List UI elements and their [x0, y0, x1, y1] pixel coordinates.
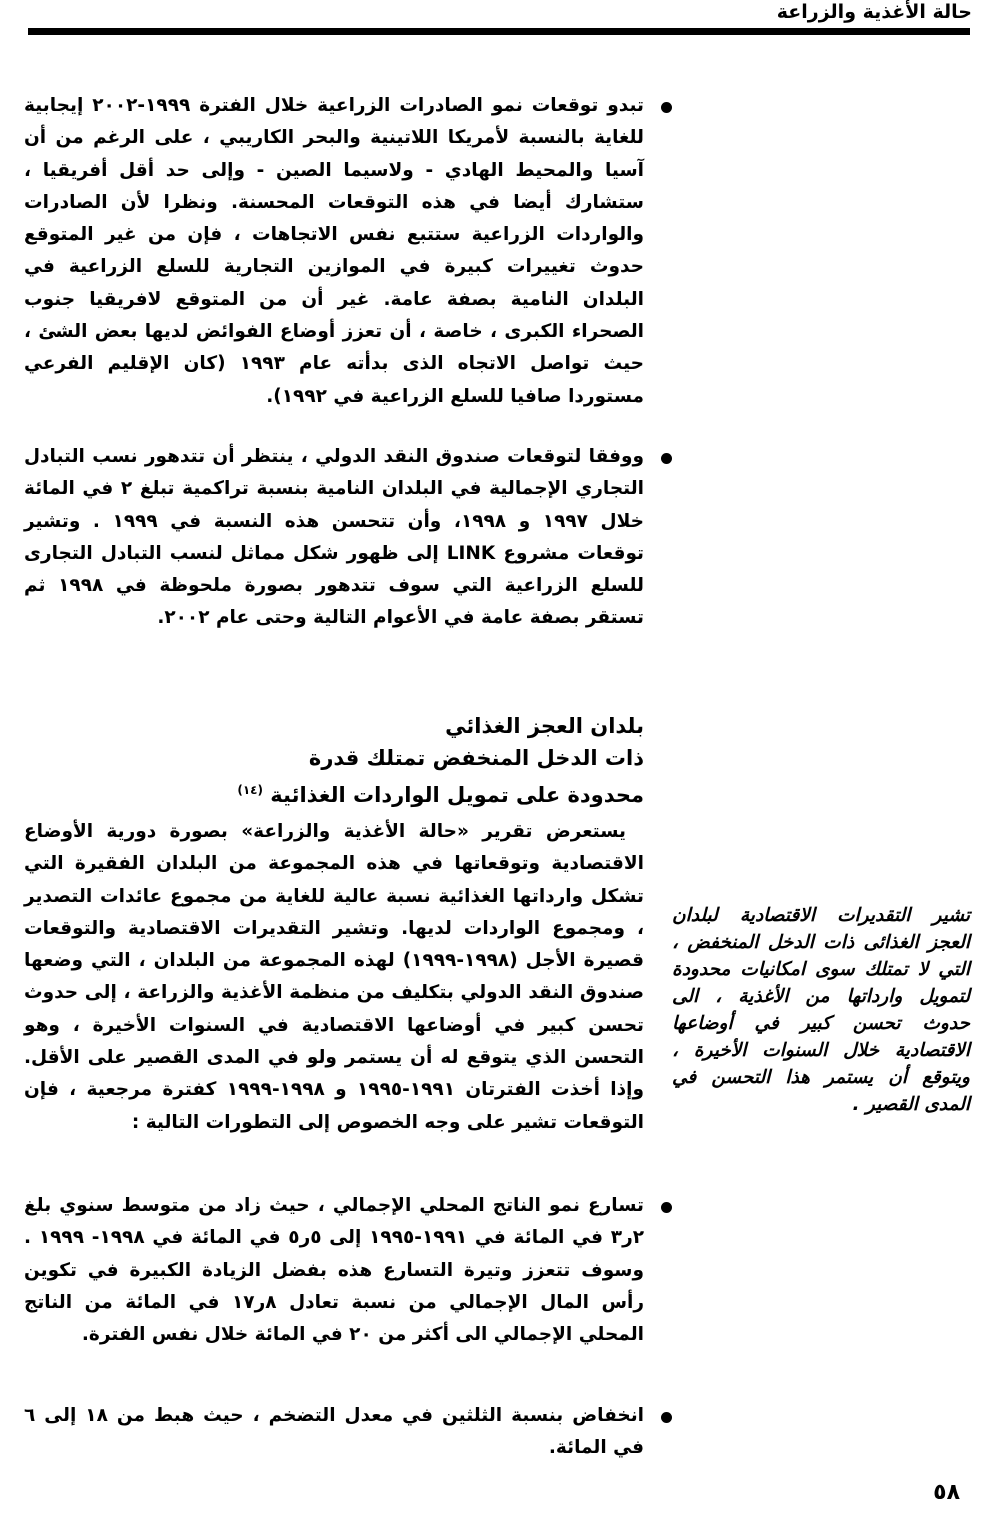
margin-note: تشير التقديرات الاقتصادية لبلدان العجز الغذائى ذات الدخل المنخفض ، التي لا تمتلك سوى امكانيات محدودة لتمويل وارداتها من الأغذية ، الى حدوث تحسن كبير في أوضاعها الاقتصادية خلال السنوات الأخيرة ، ويتوقع أن يستمر هذا التحسن في المدى القصير .: [672, 905, 970, 1115]
running-title: حالة الأغذية والزراعة: [776, 1, 972, 23]
bullet-list-top: [24, 90, 644, 413]
bullet-icon: [661, 1202, 672, 1213]
bullet-list-bottom-2: [24, 1400, 644, 1465]
list-item: [24, 441, 644, 635]
list-item: [24, 1190, 644, 1351]
footnote-ref[interactable]: (١٤): [237, 783, 263, 797]
bullet-text: انخفاض بنسبة الثلثين في معدل التضخم ، حيث هبط من ١٨ إلى ٦ في المائة.: [24, 1405, 644, 1459]
bullet-list-bottom: [24, 1190, 644, 1351]
heading-line-3: محدودة على تمويل الواردات الغذائية: [270, 783, 644, 807]
bullet-text: ووفقا لتوقعات صندوق النقد الدولي ، ينتظر أن تتدهور نسب التبادل التجاري الإجمالية في البلدان النامية بنسبة تراكمية تبلغ ٢ في المائة خلال ١٩٩٧ و ١٩٩٨، وأن تتحسن هذه النسبة في ١٩٩٩ . وتشير توقعات مشروع LINK إلى ظهور شكل مماثل لنسب التبادل التجارى للسلع الزراعية التي سوف تتدهور بصورة ملحوظة في ١٩٩٨ ثم تستقر بصفة عامة في الأعوام التالية وحتى عام ٢٠٠٢.: [24, 446, 645, 629]
bullet-icon: [661, 1412, 672, 1423]
section-heading: [24, 710, 644, 811]
bullet-icon: [661, 102, 672, 113]
page-number: ٥٨: [933, 1480, 960, 1505]
body-paragraph: يستعرض تقرير «حالة الأغذية والزراعة» بصورة دورية الأوضاع الاقتصادية وتوقعاتها في هذه المجموعة من البلدان الفقيرة التي تشكل وارداتها الغذائية نسبة عالية للغاية من مجموع عائدات التصدير ، ومجموع الواردات لديها. وتشير التقديرات الاقتصادية والتوقعات قصيرة الأجل (١٩٩٨-١٩٩٩) لهذه المجموعة من البلدان ، التي وضعها صندوق النقد الدولي بتكليف من منظمة الأغذية والزراعة ، إلى حدوث تحسن كبير في أوضاعها الاقتصادية في السنوات الأخيرة ، وهو التحسن الذي يتوقع له أن يستمر ولو في المدى القصير على الأقل. وإذا أخذت الفترتان ١٩٩١-١٩٩٥ و ١٩٩٨-١٩٩٩ كفترة مرجعية ، فإن التوقعات تشير على وجه الخصوص إلى التطورات التالية :: [24, 821, 644, 1133]
heading-line-2: ذات الدخل المنخفض تمتلك قدرة: [308, 746, 644, 770]
header-rule: [28, 28, 970, 35]
list-item: [24, 1400, 644, 1465]
bullet-text: تسارع نمو الناتج المحلي الإجمالي ، حيث زاد من متوسط سنوي بلغ ٢ر٣ في المائة في ١٩٩١-١٩٩٥ إلى ٥ر٥ في المائة في ١٩٩٨- ١٩٩٩ . وسوف تتعزز وتيرة التسارع هذه بفضل الزيادة الكبيرة في تكوين رأس المال الإجمالي من نسبة تعادل ٨ر١٧ في المائة من الناتج المحلي الإجمالي الى أكثر من ٢٠ في المائة خلال نفس الفترة.: [24, 1195, 645, 1346]
bullet-list-top-2: [24, 441, 644, 635]
list-item: [24, 90, 644, 413]
bullet-text: تبدو توقعات نمو الصادرات الزراعية خلال الفترة ١٩٩٩-٢٠٠٢ إيجابية للغاية بالنسبة لأمريكا اللاتينية والبحر الكاريبي ، على الرغم من أن آسيا والمحيط الهادي - ولاسيما الصين - وإلى حد أقل أفريقيا ، ستشارك أيضا في هذه التوقعات المحسنة. ونظرا لأن الصادرات والواردات الزراعية ستتبع نفس الاتجاهات ، فإن من غير المتوقع حدوث تغييرات كبيرة في الموازين التجارية للسلع الزراعية في البلدان النامية بصفة عامة. غير أن من المتوقع لافريقيا جنوب الصحراء الكبرى ، خاصة ، أن تعزز أوضاع الفوائض لديها بعض الشئ ، حيث تواصل الاتجاه الذى بدأته عام ١٩٩٣ (كان الإقليم الفرعي مستوردا صافيا للسلع الزراعية في ١٩٩٢).: [24, 95, 644, 407]
heading-line-1: بلدان العجز الغذائي: [445, 714, 644, 738]
bullet-icon: [661, 453, 672, 464]
